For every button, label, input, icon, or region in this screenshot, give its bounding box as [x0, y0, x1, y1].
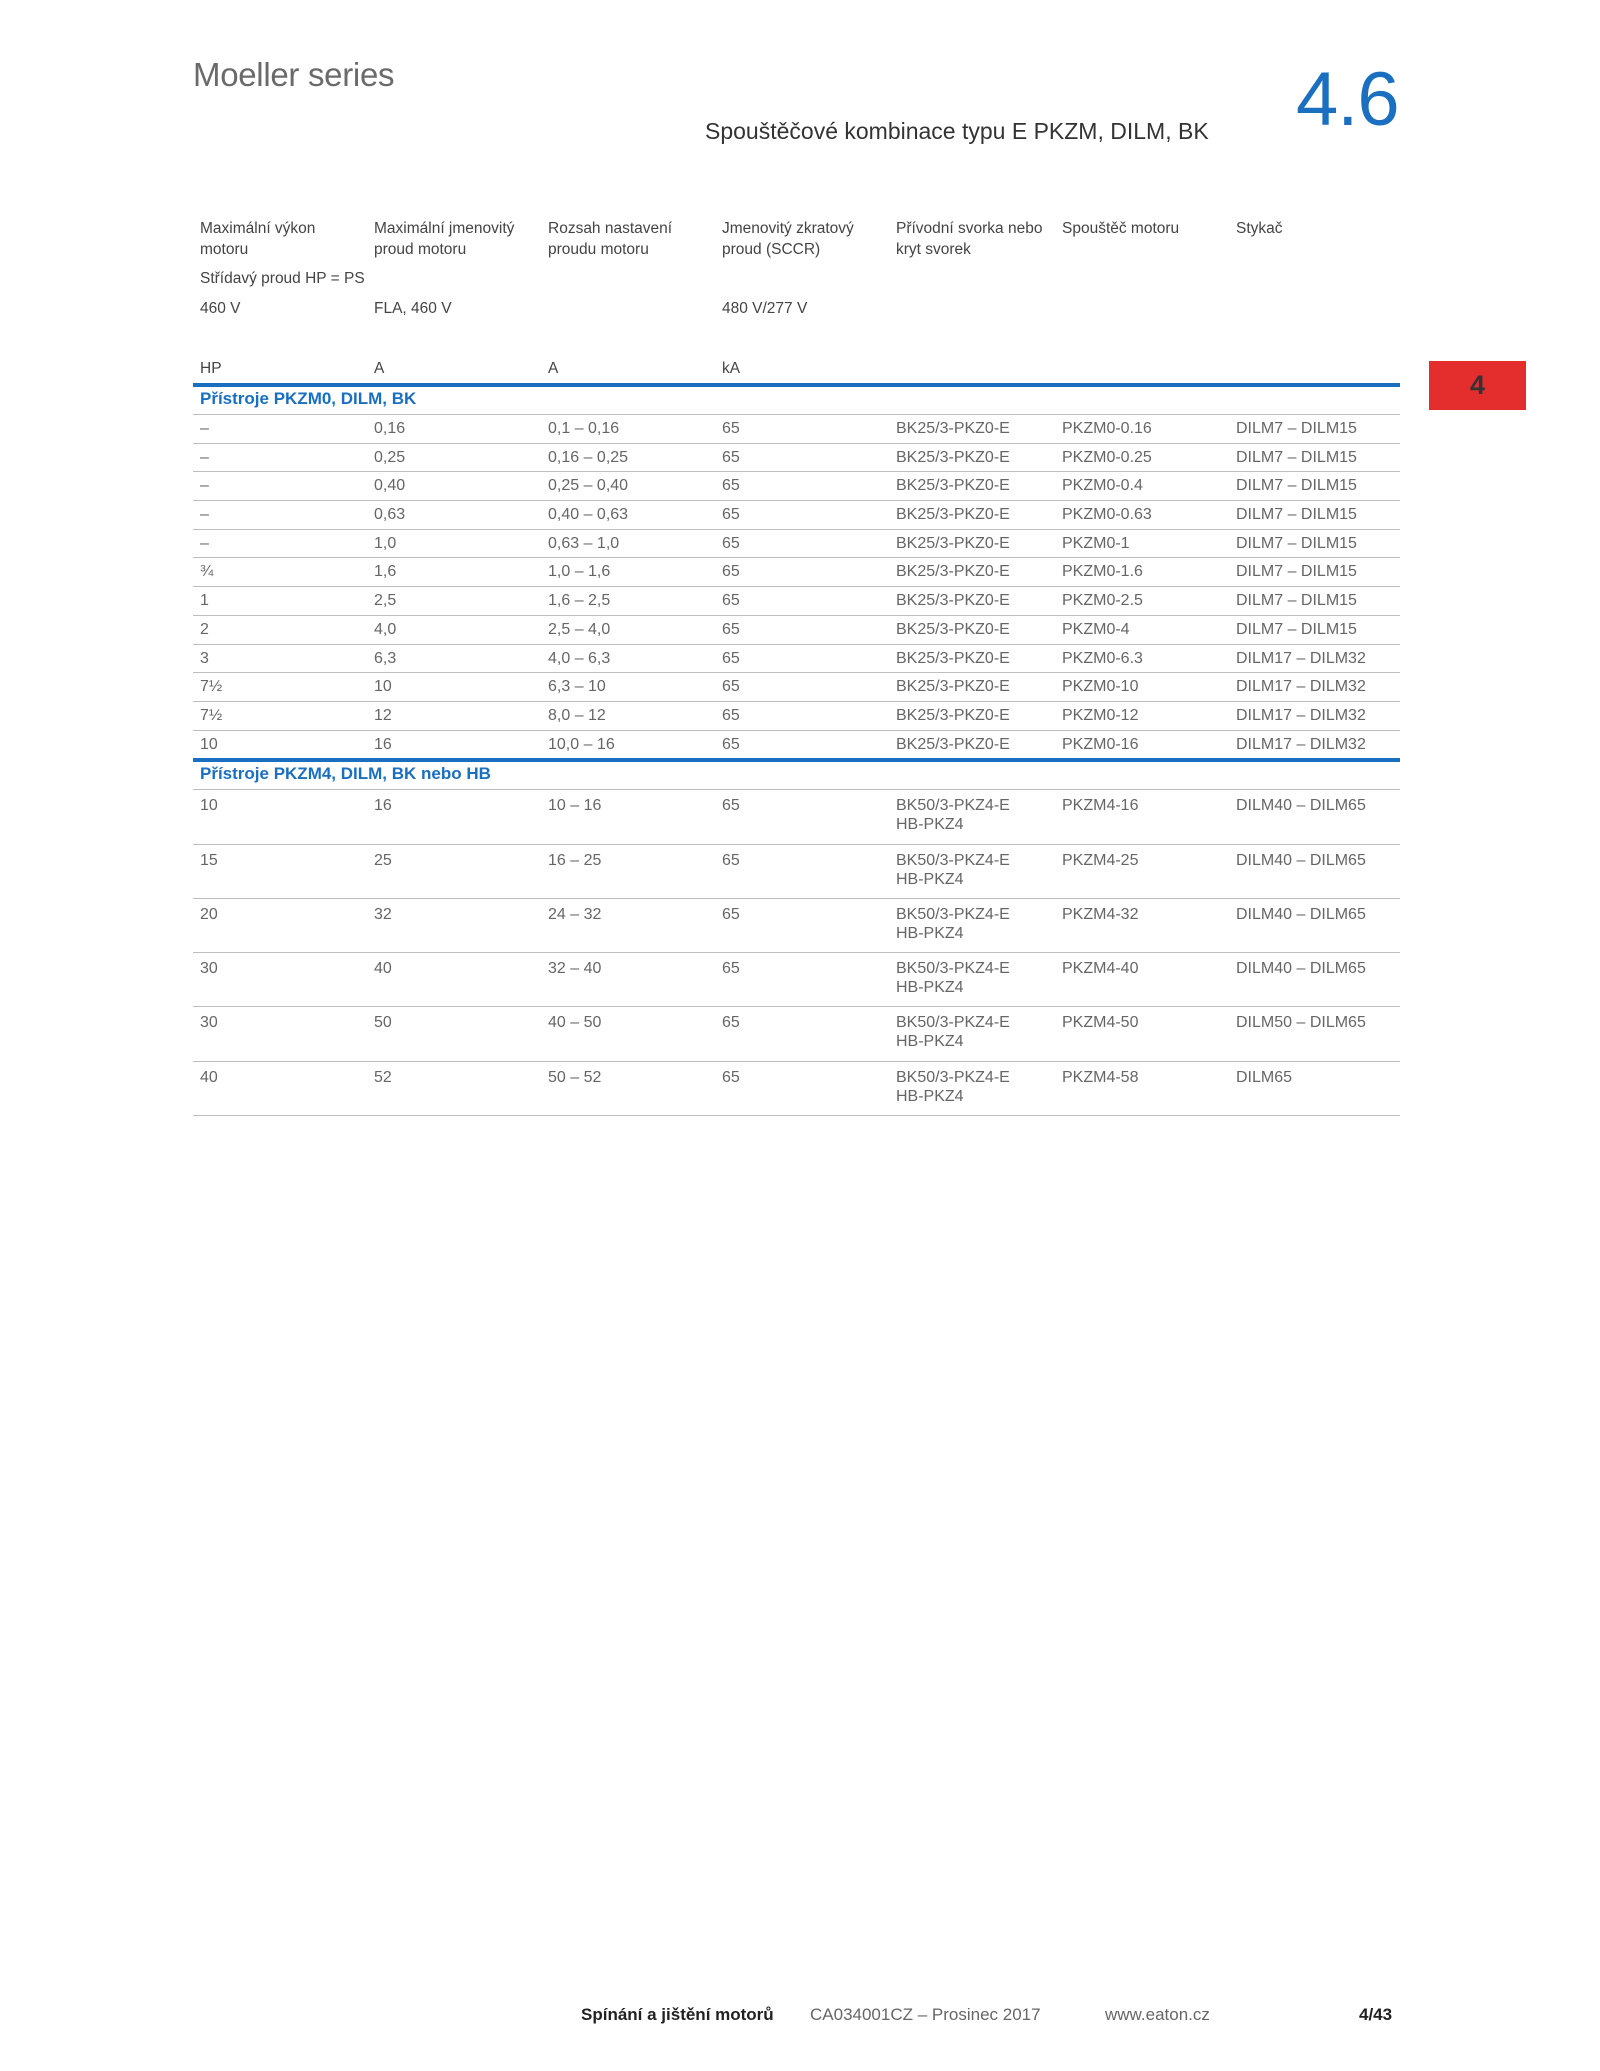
- table-row: [193, 558, 1400, 587]
- cell-range: 0,40 – 0,63: [541, 501, 715, 530]
- terminal-primary: BK25/3-PKZ0-E: [896, 649, 1010, 667]
- col-header-starter: Spouštěč motoru: [1062, 220, 1180, 237]
- unit-a-range: A: [548, 360, 559, 377]
- terminal-primary: BK25/3-PKZ0-E: [896, 448, 1010, 466]
- cell-range: 8,0 – 12: [541, 701, 715, 730]
- cell-range: 50 – 52: [541, 1061, 715, 1115]
- cell-hp: 40: [193, 1061, 367, 1115]
- cell-terminal: [889, 501, 1055, 530]
- cell-current: 25: [367, 844, 541, 898]
- table-row: [193, 587, 1400, 616]
- table-row: [193, 1061, 1400, 1115]
- cell-starter: PKZM0-0.16: [1055, 415, 1229, 444]
- cell-starter: PKZM0-0.4: [1055, 472, 1229, 501]
- cell-starter: PKZM0-1.6: [1055, 558, 1229, 587]
- table-row: [193, 415, 1400, 444]
- cell-sccr: 65: [715, 953, 889, 1007]
- cell-hp: ¾: [193, 558, 367, 587]
- cell-contactor: DILM17 – DILM32: [1229, 701, 1400, 730]
- col-header-power: Maximální výkon motoru: [200, 220, 316, 258]
- terminal-primary: BK25/3-PKZ0-E: [896, 678, 1010, 696]
- cell-hp: 7½: [193, 673, 367, 702]
- cell-starter: PKZM0-12: [1055, 701, 1229, 730]
- cell-contactor: DILM7 – DILM15: [1229, 415, 1400, 444]
- cell-range: 1,6 – 2,5: [541, 587, 715, 616]
- cell-contactor: DILM17 – DILM32: [1229, 673, 1400, 702]
- cell-terminal: [889, 1061, 1055, 1115]
- cell-terminal: [889, 558, 1055, 587]
- col-header-terminal: Přívodní svorka nebo kryt svorek: [896, 220, 1043, 258]
- cell-hp: –: [193, 472, 367, 501]
- table-row: [193, 953, 1400, 1007]
- col-header-current: Maximální jmenovitý proud motoru: [374, 220, 515, 258]
- group-title: Přístroje PKZM0, DILM, BK: [193, 385, 1400, 415]
- cell-hp: 10: [193, 790, 367, 844]
- cell-current: 1,0: [367, 529, 541, 558]
- cell-sccr: 65: [715, 472, 889, 501]
- cell-range: 0,1 – 0,16: [541, 415, 715, 444]
- cell-range: 10,0 – 16: [541, 730, 715, 760]
- terminal-primary: BK25/3-PKZ0-E: [896, 563, 1010, 581]
- terminal-alternative: HB-PKZ4: [896, 979, 964, 997]
- table-row: [193, 615, 1400, 644]
- cell-starter: PKZM4-58: [1055, 1061, 1229, 1115]
- table-row: [193, 730, 1400, 760]
- cell-contactor: DILM7 – DILM15: [1229, 615, 1400, 644]
- group-title: Přístroje PKZM4, DILM, BK nebo HB: [193, 760, 1400, 790]
- cell-sccr: 65: [715, 844, 889, 898]
- cell-contactor: DILM40 – DILM65: [1229, 953, 1400, 1007]
- cell-current: 2,5: [367, 587, 541, 616]
- brand-title: Moeller series: [193, 56, 395, 93]
- table-row: [193, 443, 1400, 472]
- terminal-alternative: HB-PKZ4: [896, 1033, 964, 1051]
- footer-doc: CA034001CZ – Prosinec 2017: [810, 2005, 1041, 2024]
- table-row: [193, 844, 1400, 898]
- terminal-primary: BK25/3-PKZ0-E: [896, 420, 1010, 437]
- cell-current: 0,63: [367, 501, 541, 530]
- terminal-primary: BK50/3-PKZ4-E: [896, 797, 1010, 815]
- cell-starter: PKZM4-40: [1055, 953, 1229, 1007]
- cell-sccr: 65: [715, 1061, 889, 1115]
- cell-sccr: 65: [715, 730, 889, 760]
- cell-starter: PKZM0-1: [1055, 529, 1229, 558]
- cell-current: 32: [367, 898, 541, 952]
- cell-current: 40: [367, 953, 541, 1007]
- cell-terminal: [889, 615, 1055, 644]
- cell-current: 0,16: [367, 415, 541, 444]
- terminal-primary: BK50/3-PKZ4-E: [896, 851, 1010, 869]
- table-row: [193, 673, 1400, 702]
- cell-sccr: 65: [715, 790, 889, 844]
- cell-starter: PKZM0-2.5: [1055, 587, 1229, 616]
- cell-sccr: 65: [715, 615, 889, 644]
- cell-hp: 3: [193, 644, 367, 673]
- cell-terminal: [889, 587, 1055, 616]
- cell-range: 1,0 – 1,6: [541, 558, 715, 587]
- terminal-primary: BK25/3-PKZ0-E: [896, 735, 1010, 753]
- cell-contactor: DILM65: [1229, 1061, 1400, 1115]
- cell-terminal: [889, 953, 1055, 1007]
- cell-current: 6,3: [367, 644, 541, 673]
- cell-hp: 15: [193, 844, 367, 898]
- cell-contactor: DILM7 – DILM15: [1229, 558, 1400, 587]
- col-header-sccr: Jmenovitý zkratový proud (SCCR): [722, 220, 854, 258]
- cell-terminal: [889, 898, 1055, 952]
- cell-contactor: DILM17 – DILM32: [1229, 730, 1400, 760]
- cell-contactor: DILM40 – DILM65: [1229, 844, 1400, 898]
- cell-terminal: [889, 730, 1055, 760]
- terminal-primary: BK25/3-PKZ0-E: [896, 592, 1010, 610]
- cell-contactor: DILM7 – DILM15: [1229, 501, 1400, 530]
- cell-range: 24 – 32: [541, 898, 715, 952]
- cell-range: 0,63 – 1,0: [541, 529, 715, 558]
- cell-current: 16: [367, 730, 541, 760]
- cell-sccr: 65: [715, 443, 889, 472]
- table-row: [193, 790, 1400, 844]
- cell-sccr: 65: [715, 673, 889, 702]
- cell-range: 0,25 – 0,40: [541, 472, 715, 501]
- cell-hp: 2: [193, 615, 367, 644]
- terminal-primary: BK50/3-PKZ4-E: [896, 960, 1010, 978]
- page-number: 4/43: [1359, 2005, 1393, 2024]
- cell-range: 16 – 25: [541, 844, 715, 898]
- footer-title: Spínání a jištění motorů: [581, 2005, 774, 2024]
- group-header: [193, 760, 1400, 790]
- cell-contactor: DILM40 – DILM65: [1229, 898, 1400, 952]
- group-header: [193, 385, 1400, 415]
- cell-terminal: [889, 472, 1055, 501]
- unit-ka: kA: [722, 360, 741, 377]
- cell-sccr: 65: [715, 898, 889, 952]
- cell-hp: –: [193, 415, 367, 444]
- cell-starter: PKZM4-25: [1055, 844, 1229, 898]
- cell-sccr: 65: [715, 701, 889, 730]
- cell-sccr: 65: [715, 529, 889, 558]
- table-row: [193, 501, 1400, 530]
- col-header-sccr-voltage: 480 V/277 V: [722, 300, 808, 317]
- terminal-alternative: HB-PKZ4: [896, 1087, 964, 1105]
- cell-hp: 30: [193, 1007, 367, 1061]
- terminal-primary: BK50/3-PKZ4-E: [896, 905, 1010, 923]
- terminal-primary: BK25/3-PKZ0-E: [896, 534, 1010, 552]
- terminal-primary: BK50/3-PKZ4-E: [896, 1014, 1010, 1032]
- cell-current: 52: [367, 1061, 541, 1115]
- cell-starter: PKZM0-10: [1055, 673, 1229, 702]
- cell-terminal: [889, 529, 1055, 558]
- cell-contactor: DILM17 – DILM32: [1229, 644, 1400, 673]
- cell-current: 1,6: [367, 558, 541, 587]
- table-row: [193, 898, 1400, 952]
- cell-current: 50: [367, 1007, 541, 1061]
- terminal-primary: BK25/3-PKZ0-E: [896, 620, 1010, 638]
- cell-current: 16: [367, 790, 541, 844]
- cell-hp: 30: [193, 953, 367, 1007]
- cell-terminal: [889, 844, 1055, 898]
- table-row: [193, 529, 1400, 558]
- terminal-alternative: HB-PKZ4: [896, 816, 964, 834]
- cell-range: 6,3 – 10: [541, 673, 715, 702]
- section-number: 4.6: [1296, 57, 1399, 142]
- cell-hp: –: [193, 529, 367, 558]
- cell-sccr: 65: [715, 558, 889, 587]
- cell-sccr: 65: [715, 501, 889, 530]
- chapter-tab[interactable]: 4: [1429, 361, 1526, 410]
- cell-hp: 1: [193, 587, 367, 616]
- terminal-primary: BK50/3-PKZ4-E: [896, 1068, 1010, 1086]
- cell-terminal: [889, 673, 1055, 702]
- terminal-primary: BK25/3-PKZ0-E: [896, 506, 1010, 524]
- cell-starter: PKZM0-4: [1055, 615, 1229, 644]
- cell-hp: 10: [193, 730, 367, 760]
- cell-sccr: 65: [715, 587, 889, 616]
- cell-range: 2,5 – 4,0: [541, 615, 715, 644]
- cell-sccr: 65: [715, 644, 889, 673]
- terminal-alternative: HB-PKZ4: [896, 924, 964, 942]
- col-header-power-voltage: 460 V: [200, 300, 241, 317]
- cell-current: 0,40: [367, 472, 541, 501]
- cell-hp: –: [193, 501, 367, 530]
- cell-range: 40 – 50: [541, 1007, 715, 1061]
- cell-starter: PKZM0-16: [1055, 730, 1229, 760]
- table-row: [193, 1007, 1400, 1061]
- col-header-current-fla: FLA, 460 V: [374, 300, 452, 317]
- cell-contactor: DILM7 – DILM15: [1229, 529, 1400, 558]
- cell-starter: PKZM4-50: [1055, 1007, 1229, 1061]
- cell-starter: PKZM4-16: [1055, 790, 1229, 844]
- cell-sccr: 65: [715, 1007, 889, 1061]
- cell-contactor: DILM7 – DILM15: [1229, 587, 1400, 616]
- cell-range: 0,16 – 0,25: [541, 443, 715, 472]
- terminal-primary: BK25/3-PKZ0-E: [896, 477, 1010, 495]
- cell-contactor: DILM50 – DILM65: [1229, 1007, 1400, 1061]
- terminal-primary: BK25/3-PKZ0-E: [896, 706, 1010, 724]
- cell-range: 10 – 16: [541, 790, 715, 844]
- cell-sccr: 65: [715, 415, 889, 444]
- cell-contactor: DILM7 – DILM15: [1229, 472, 1400, 501]
- terminal-alternative: HB-PKZ4: [896, 870, 964, 888]
- cell-starter: PKZM0-6.3: [1055, 644, 1229, 673]
- cell-terminal: [889, 701, 1055, 730]
- cell-terminal: [889, 415, 1055, 444]
- cell-current: 4,0: [367, 615, 541, 644]
- cell-starter: PKZM0-0.63: [1055, 501, 1229, 530]
- cell-contactor: DILM40 – DILM65: [1229, 790, 1400, 844]
- cell-range: 4,0 – 6,3: [541, 644, 715, 673]
- cell-current: 12: [367, 701, 541, 730]
- cell-range: 32 – 40: [541, 953, 715, 1007]
- footer-web[interactable]: www.eaton.cz: [1105, 2005, 1210, 2024]
- unit-hp: HP: [200, 360, 222, 377]
- cell-starter: PKZM4-32: [1055, 898, 1229, 952]
- unit-a: A: [374, 360, 385, 377]
- col-header-power-sub: Střídavý proud HP = PS: [200, 270, 365, 287]
- cell-contactor: DILM7 – DILM15: [1229, 443, 1400, 472]
- page-subtitle: Spouštěčové kombinace typu E PKZM, DILM, BK: [705, 118, 1209, 144]
- product-table: [193, 383, 1400, 1116]
- cell-current: 10: [367, 673, 541, 702]
- cell-terminal: [889, 790, 1055, 844]
- table-row: [193, 701, 1400, 730]
- cell-hp: 20: [193, 898, 367, 952]
- cell-terminal: [889, 1007, 1055, 1061]
- cell-current: 0,25: [367, 443, 541, 472]
- cell-hp: –: [193, 443, 367, 472]
- col-header-contactor: Stykač: [1236, 220, 1283, 237]
- cell-terminal: [889, 443, 1055, 472]
- table-row: [193, 472, 1400, 501]
- col-header-range: Rozsah nastavení proudu motoru: [548, 220, 673, 258]
- cell-starter: PKZM0-0.25: [1055, 443, 1229, 472]
- cell-hp: 7½: [193, 701, 367, 730]
- cell-terminal: [889, 644, 1055, 673]
- table-row: [193, 644, 1400, 673]
